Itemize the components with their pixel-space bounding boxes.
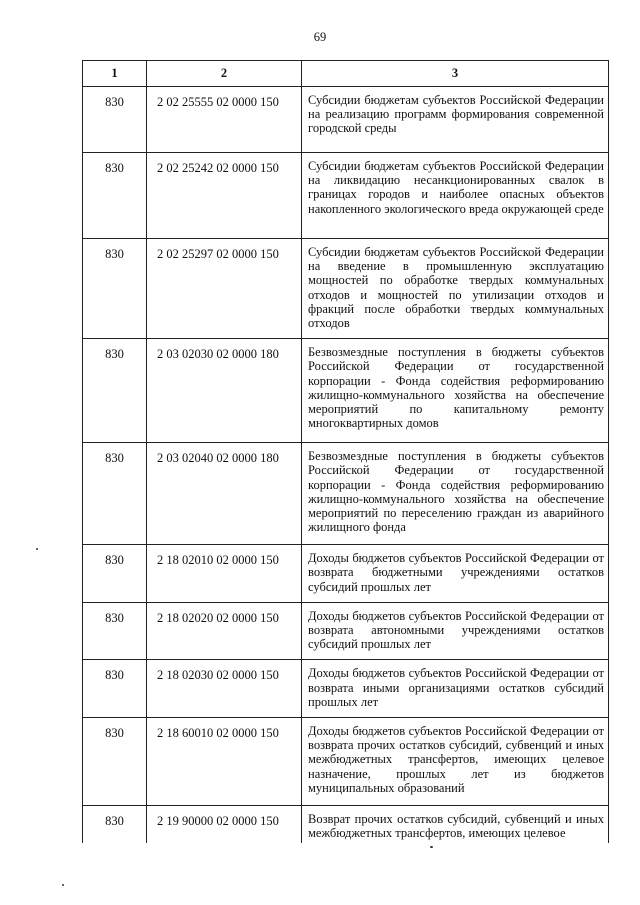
column-header-3: 3 bbox=[302, 61, 609, 87]
admin-code-cell: 830 bbox=[83, 87, 147, 153]
description-cell: Доходы бюджетов субъектов Российской Федерации от возврата бюджетными учреждениями остатков субсидий прошлых лет bbox=[302, 545, 609, 603]
table-row bbox=[83, 545, 609, 603]
table-row bbox=[83, 718, 609, 806]
description-cell: Субсидии бюджетам субъектов Российской Федерации на введение в промышленную эксплуатацию мощностей по обработке твердых коммунальных отходов и мощностей по утилизации отходов и фракций после обработки твердых коммунальных отходов bbox=[302, 239, 609, 339]
kbk-code-cell: 2 03 02030 02 0000 180 bbox=[147, 339, 302, 443]
kbk-code-cell: 2 18 02010 02 0000 150 bbox=[147, 545, 302, 603]
table-row bbox=[83, 806, 609, 843]
admin-code-cell: 830 bbox=[83, 718, 147, 806]
description-cell: Доходы бюджетов субъектов Российской Федерации от возврата автономными учреждениями остатков субсидий прошлых лет bbox=[302, 602, 609, 660]
table-header-row bbox=[83, 61, 609, 87]
column-header-1: 1 bbox=[83, 61, 147, 87]
kbk-code-cell: 2 02 25297 02 0000 150 bbox=[147, 239, 302, 339]
admin-code-cell: 830 bbox=[83, 660, 147, 718]
description-cell: Доходы бюджетов субъектов Российской Федерации от возврата иными организациями остатков субсидий прошлых лет bbox=[302, 660, 609, 718]
table-row bbox=[83, 87, 609, 153]
description-cell: Субсидии бюджетам субъектов Российской Федерации на реализацию программ формирования современной городской среды bbox=[302, 87, 609, 153]
kbk-code-cell: 2 18 02030 02 0000 150 bbox=[147, 660, 302, 718]
column-header-2: 2 bbox=[147, 61, 302, 87]
table-row bbox=[83, 153, 609, 239]
revenue-classification-table bbox=[82, 60, 609, 843]
description-cell: Безвозмездные поступления в бюджеты субъектов Российской Федерации от государственной корпорации - Фонда содействия реформированию жилищно-коммунального хозяйства на обеспечение мероприятий по капитальному ремонту многоквартирных домов bbox=[302, 339, 609, 443]
kbk-code-cell: 2 19 90000 02 0000 150 bbox=[147, 806, 302, 843]
table-row bbox=[83, 660, 609, 718]
admin-code-cell: 830 bbox=[83, 443, 147, 545]
kbk-code-cell: 2 18 02020 02 0000 150 bbox=[147, 602, 302, 660]
description-cell: Доходы бюджетов субъектов Российской Федерации от возврата прочих остатков субсидий, субвенций и иных межбюджетных трансфертов, имеющих целевое назначение, прошлых лет из бюджетов муниципальных образований bbox=[302, 718, 609, 806]
admin-code-cell: 830 bbox=[83, 602, 147, 660]
page-number: 69 bbox=[313, 30, 327, 44]
admin-code-cell: 830 bbox=[83, 153, 147, 239]
admin-code-cell: 830 bbox=[83, 239, 147, 339]
description-cell: Безвозмездные поступления в бюджеты субъектов Российской Федерации от государственной корпорации - Фонда содействия реформированию жилищно-коммунального хозяйства на обеспечение мероприятий по переселению граждан из аварийного жилищного фонда bbox=[302, 443, 609, 545]
kbk-code-cell: 2 02 25555 02 0000 150 bbox=[147, 87, 302, 153]
scan-speck bbox=[36, 548, 38, 550]
scan-speck bbox=[430, 846, 433, 848]
admin-code-cell: 830 bbox=[83, 545, 147, 603]
admin-code-cell: 830 bbox=[83, 806, 147, 843]
table-row bbox=[83, 239, 609, 339]
scan-speck bbox=[62, 884, 64, 886]
description-cell: Возврат прочих остатков субсидий, субвенций и иных межбюджетных трансфертов, имеющих целевое bbox=[302, 806, 609, 843]
table-row bbox=[83, 443, 609, 545]
description-cell: Субсидии бюджетам субъектов Российской Федерации на ликвидацию несанкционированных свалок в границах городов и наиболее опасных объектов накопленного экологического вреда окружающей среде bbox=[302, 153, 609, 239]
kbk-code-cell: 2 03 02040 02 0000 180 bbox=[147, 443, 302, 545]
kbk-code-cell: 2 18 60010 02 0000 150 bbox=[147, 718, 302, 806]
table-row bbox=[83, 339, 609, 443]
table-row bbox=[83, 602, 609, 660]
kbk-code-cell: 2 02 25242 02 0000 150 bbox=[147, 153, 302, 239]
admin-code-cell: 830 bbox=[83, 339, 147, 443]
